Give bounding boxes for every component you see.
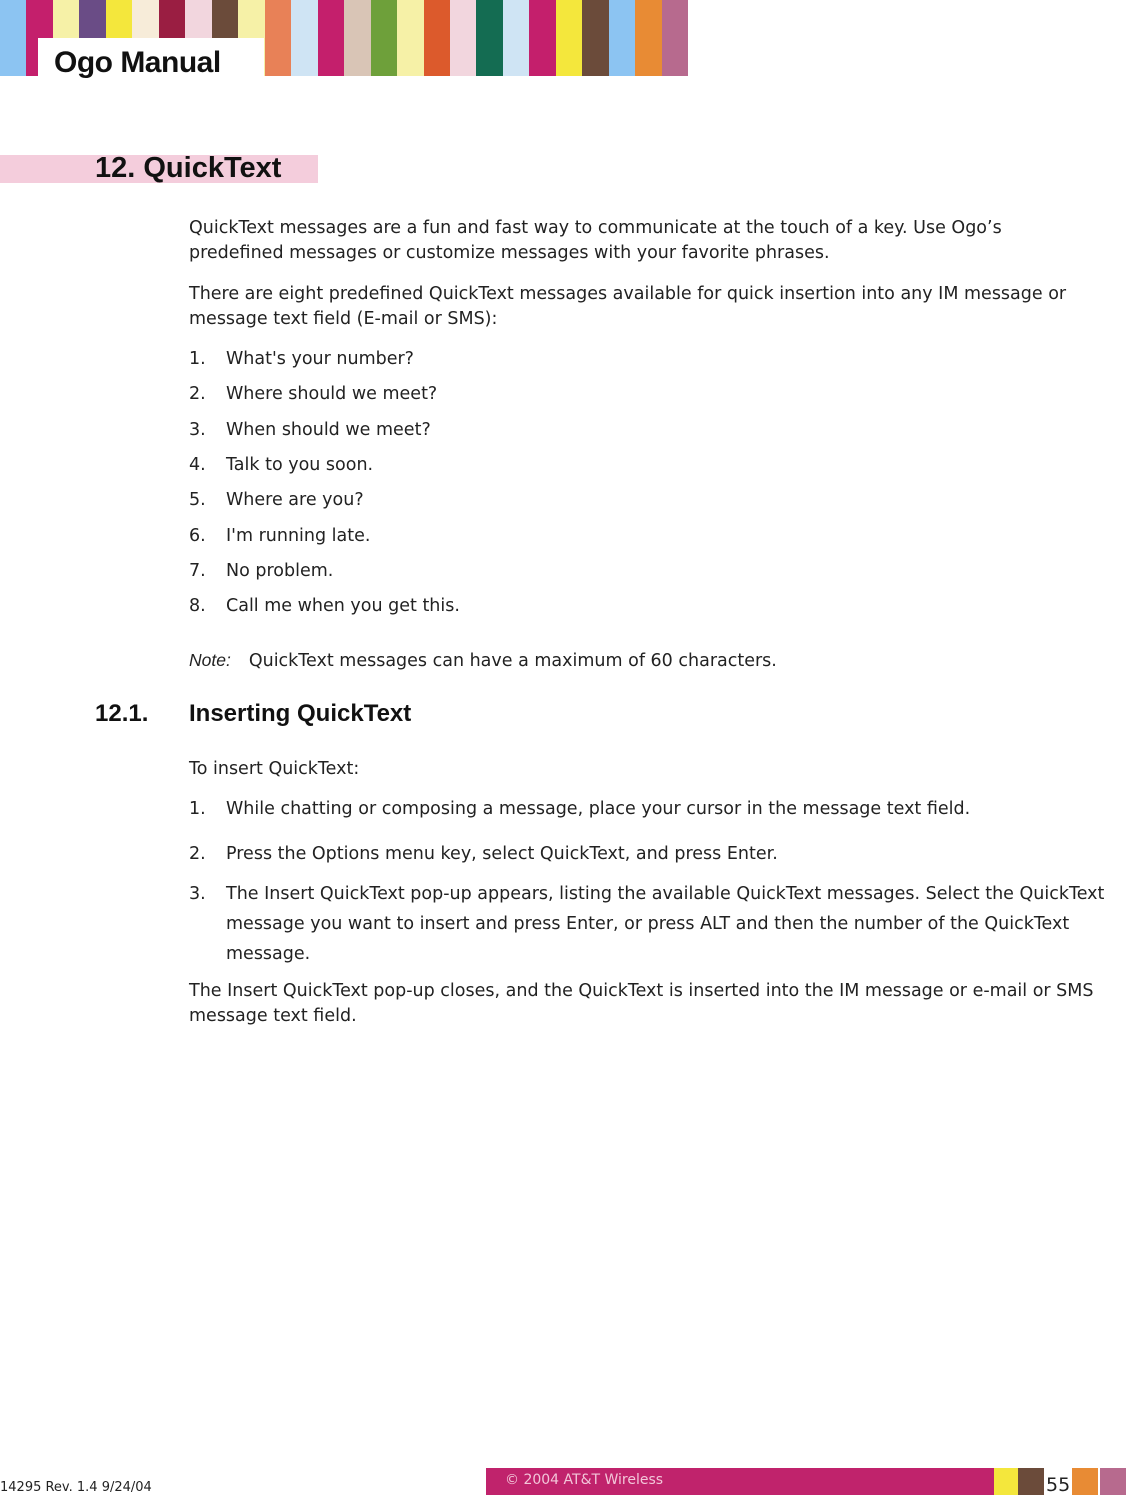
page-number: 55 [1046,1474,1071,1496]
stripe [318,0,344,76]
copyright: © 2004 AT&T Wireless [505,1472,664,1488]
stripe [344,0,370,76]
stripe [291,0,317,76]
intro-paragraph-2: There are eight predefined QuickText messages available for quick insertion into any IM message or message text field (E-mail or SMS): [189,284,1067,329]
section-title: Inserting QuickText [189,700,412,727]
stripe [609,0,635,76]
list-item: 4. Talk to you soon. [189,455,374,475]
footer-square [1072,1468,1098,1495]
chapter-title: 12. QuickText [95,152,282,184]
list-item: 5. Where are you? [189,490,364,510]
intro-paragraph: QuickText messages are a fun and fast way to communicate at the touch of a key. Use Ogo’s predefined messages or customize messages with your favorite phrases. [189,218,1002,263]
stripe [371,0,397,76]
stripe [450,0,476,76]
stripe [529,0,555,76]
manual-title: Ogo Manual [54,46,221,79]
stripe [265,0,291,76]
note [189,648,1099,674]
document-revision-info: 14295 Rev. 1.4 9/24/04 [0,1480,152,1495]
stripe [503,0,529,76]
stripe [635,0,661,76]
stripe [424,0,450,76]
footer-square [1018,1468,1044,1495]
stripe [556,0,582,76]
note-text: QuickText messages can have a maximum of 60 characters. [248,651,777,671]
list-item: 7. No problem. [189,561,334,581]
note-label: Note: [189,650,231,670]
stripe [0,0,26,76]
stripe [662,0,688,76]
stripe [582,0,608,76]
step-item: 3. The Insert QuickText pop-up appears, listing the available QuickText messages. Select the QuickText message you want to insert and press Enter, or press ALT and then the number of the QuickText message. [189,884,1105,964]
step-item: 1. While chatting or composing a message, place your cursor in the message text field. [189,799,971,819]
result-paragraph: The Insert QuickText pop-up closes, and the QuickText is inserted into the IM message or e-mail or SMS message text field. [189,981,1094,1026]
step-item: 2. Press the Options menu key, select QuickText, and press Enter. [189,844,778,864]
stripe [397,0,423,76]
list-item: 8. Call me when you get this. [189,596,460,616]
list-item: 3. When should we meet? [189,420,431,440]
section-lead: To insert QuickText: [189,759,360,779]
stripe [476,0,502,76]
footer-square [994,1468,1020,1495]
list-item: 6. I'm running late. [189,526,371,546]
list-item: 1. What's your number? [189,349,414,369]
list-item: 2. Where should we meet? [189,384,438,404]
section-number: 12.1. [95,700,149,727]
footer-square [1100,1468,1126,1495]
